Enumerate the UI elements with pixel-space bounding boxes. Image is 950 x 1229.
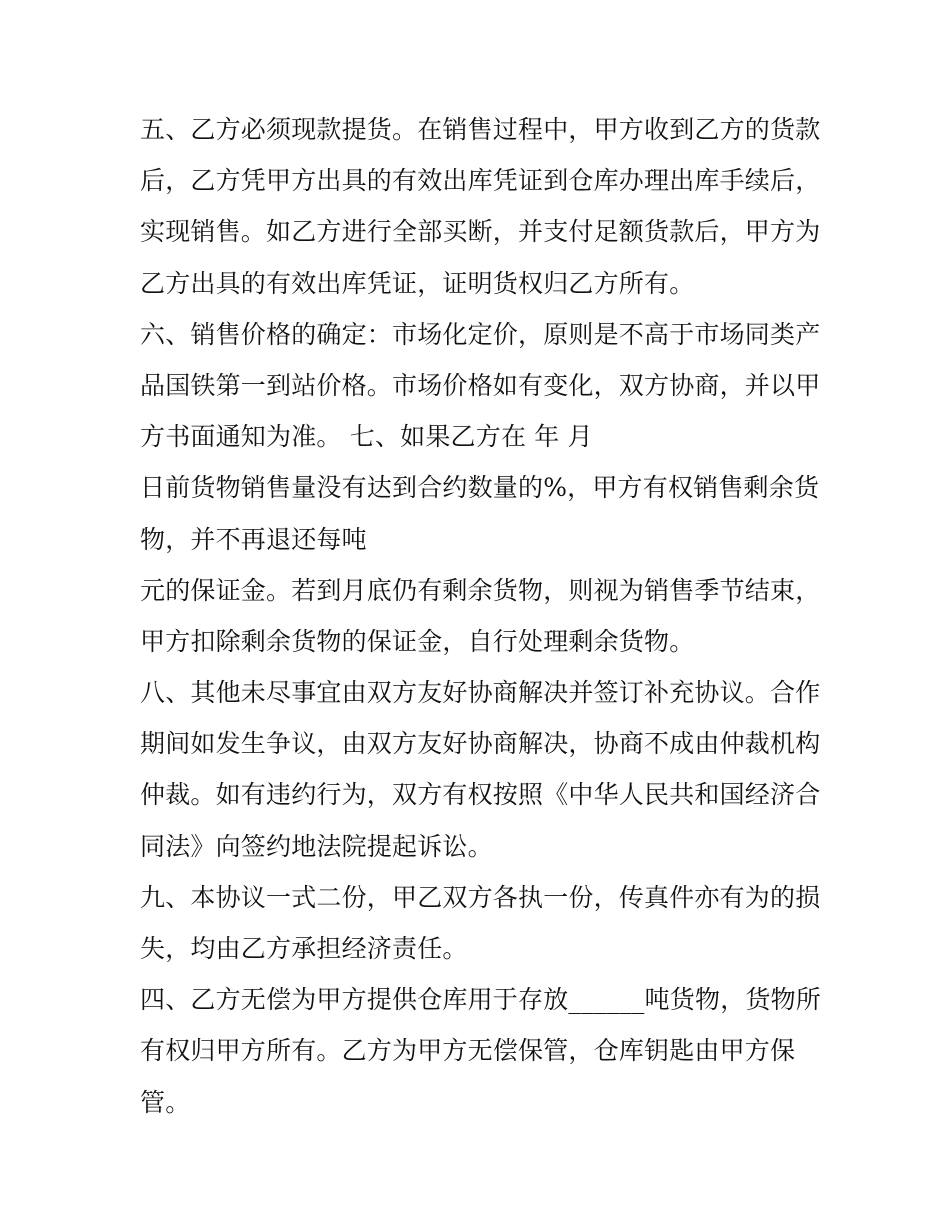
- text-line: 六、销售价格的确定：市场化定价，原则是不高于市场同类产: [140, 319, 821, 349]
- text-line: 品国铁第一到站价格。市场价格如有变化，双方协商，并以甲: [140, 370, 821, 400]
- text-line: 管。: [140, 1087, 191, 1117]
- text-line: 甲方扣除剩余货物的保证金，自行处理剩余货物。: [140, 626, 695, 656]
- text-line: 后，乙方凭甲方出具的有效出库凭证到仓库办理出库手续后，: [140, 166, 821, 196]
- text-line: 乙方出具的有效出库凭证，证明货权归乙方所有。: [140, 268, 695, 298]
- text-line: 八、其他未尽事宜由双方友好协商解决并签订补充协议。合作: [140, 678, 821, 708]
- text-line: 仲裁。如有违约行为，双方有权按照《中华人民共和国经济合: [140, 780, 821, 810]
- text-line: 方书面通知为准。 七、如果乙方在 年 月: [140, 422, 593, 452]
- text-line: 同法》向签约地法院提起诉讼。: [140, 831, 493, 861]
- text-line: 五、乙方必须现款提货。在销售过程中，甲方收到乙方的货款: [140, 115, 821, 144]
- text-line: 元的保证金。若到月底仍有剩余货物，则视为销售季节结束，: [140, 575, 821, 605]
- text-line: 有权归甲方所有。乙方为甲方无偿保管，仓库钥匙由甲方保: [140, 1036, 796, 1066]
- text-line: 日前货物销售量没有达到合约数量的%，甲方有权销售剩余货: [140, 473, 820, 503]
- text-line: 四、乙方无偿为甲方提供仓库用于存放______吨货物，货物所: [140, 985, 822, 1015]
- text-line: 失，均由乙方承担经济责任。: [140, 934, 468, 963]
- text-line: 物，并不再退还每吨: [140, 524, 367, 554]
- text-line: 实现销售。如乙方进行全部买断，并支付足额货款后，甲方为: [140, 217, 821, 247]
- text-line: 期间如发生争议，由双方友好协商解决，协商不成由仲裁机构: [140, 729, 821, 759]
- text-line: 九、本协议一式二份，甲乙双方各执一份，传真件亦有为的损: [140, 882, 821, 912]
- document-body: [140, 104, 820, 1128]
